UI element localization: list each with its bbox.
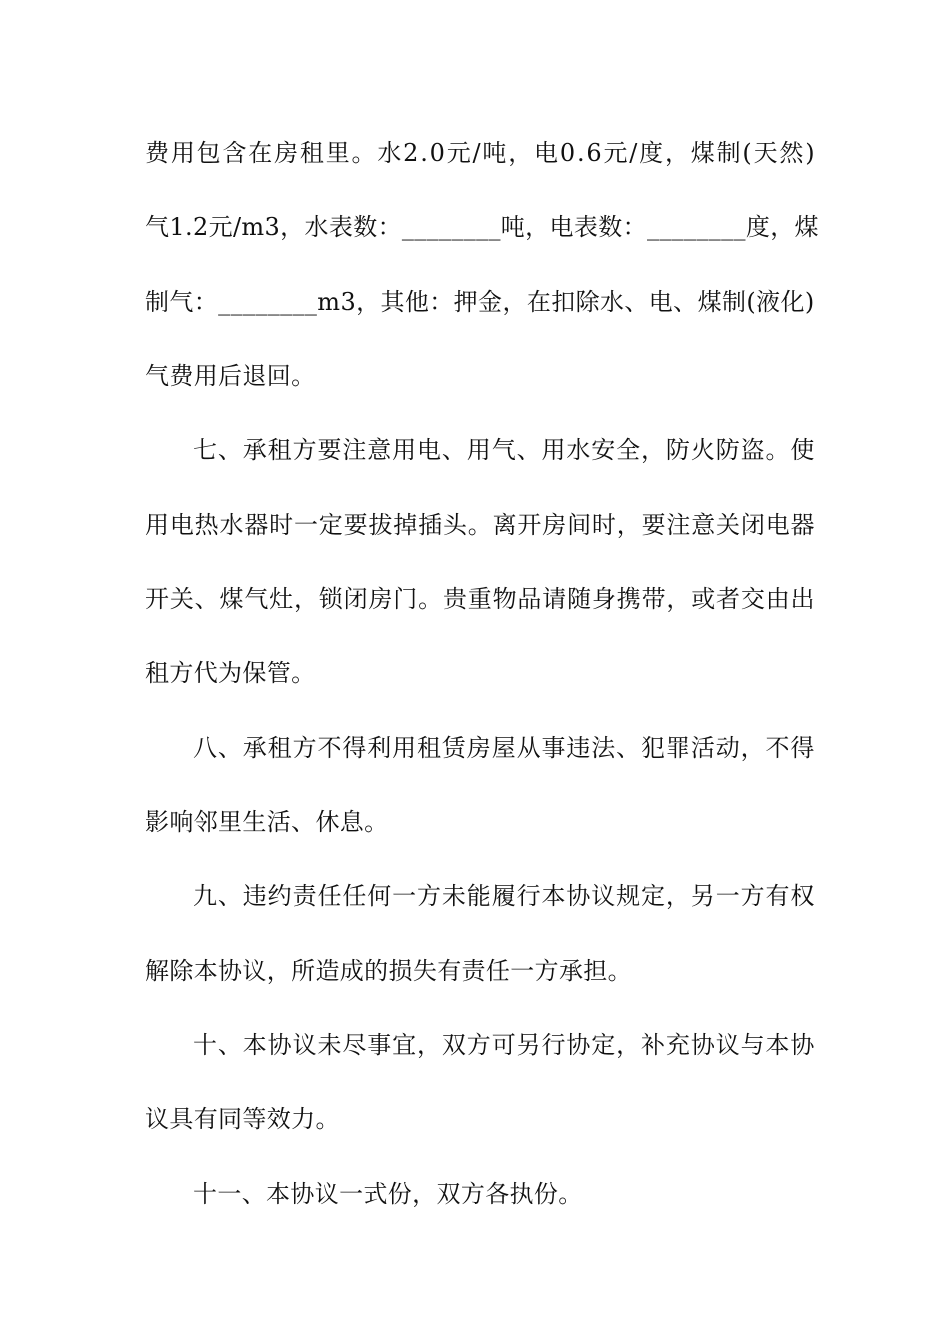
text-line: 气 1 . 2 元 / m 3 ， 水 表 数 ： _ _ _ _ _ _ _ _ 吨 ， 电 表 数 ： _ _ _ _ _ _ _ _ 度 ， 煤 (145, 213, 819, 241)
text-line: 租方代为保管。 (145, 659, 316, 687)
text-line: 费 用 包 含 在 房 租 里 。 水 2 . 0 元 / 吨 ， 电 0 . 6 元 / 度 ， 煤 制 ( 天 然 ) (145, 139, 815, 167)
text-line: 影响邻里生活、休息。 (145, 808, 389, 836)
paragraph-first-line: 十一、本协议一式份，双方各执份。 (193, 1180, 583, 1208)
text-line: 解除本协议，所造成的损失有责任一方承担。 (145, 957, 632, 985)
paragraph-first-line: 十 、 本 协 议 未 尽 事 宜 ， 双 方 可 另 行 协 定 ， 补 充 协 议 与 本 协 (193, 1031, 815, 1059)
text-line: 气费用后退回。 (145, 362, 316, 390)
text-line: 制 气 ： _ _ _ _ _ _ _ _ m 3 ， 其 他 ： 押 金 ， 在 扣 除 水 、 电 、 煤 制 ( 液 化 ) (145, 288, 815, 316)
text-line: 开 关 、 煤 气 灶 ， 锁 闭 房 门 。 贵 重 物 品 请 随 身 携 带 ， 或 者 交 由 出 (145, 585, 815, 613)
text-line: 议具有同等效力。 (145, 1105, 340, 1133)
paragraph-first-line: 七 、 承 租 方 要 注 意 用 电 、 用 气 、 用 水 安 全 ， 防 火 防 盗 。 使 (193, 436, 815, 464)
paragraph-first-line: 九 、 违 约 责 任 任 何 一 方 未 能 履 行 本 协 议 规 定 ， 另 一 方 有 权 (193, 882, 815, 910)
paragraph-first-line: 八 、 承 租 方 不 得 利 用 租 赁 房 屋 从 事 违 法 、 犯 罪 活 动 ， 不 得 (193, 734, 815, 762)
text-line: 用 电 热 水 器 时 一 定 要 拔 掉 插 头 。 离 开 房 间 时 ， 要 注 意 关 闭 电 器 (145, 511, 815, 539)
